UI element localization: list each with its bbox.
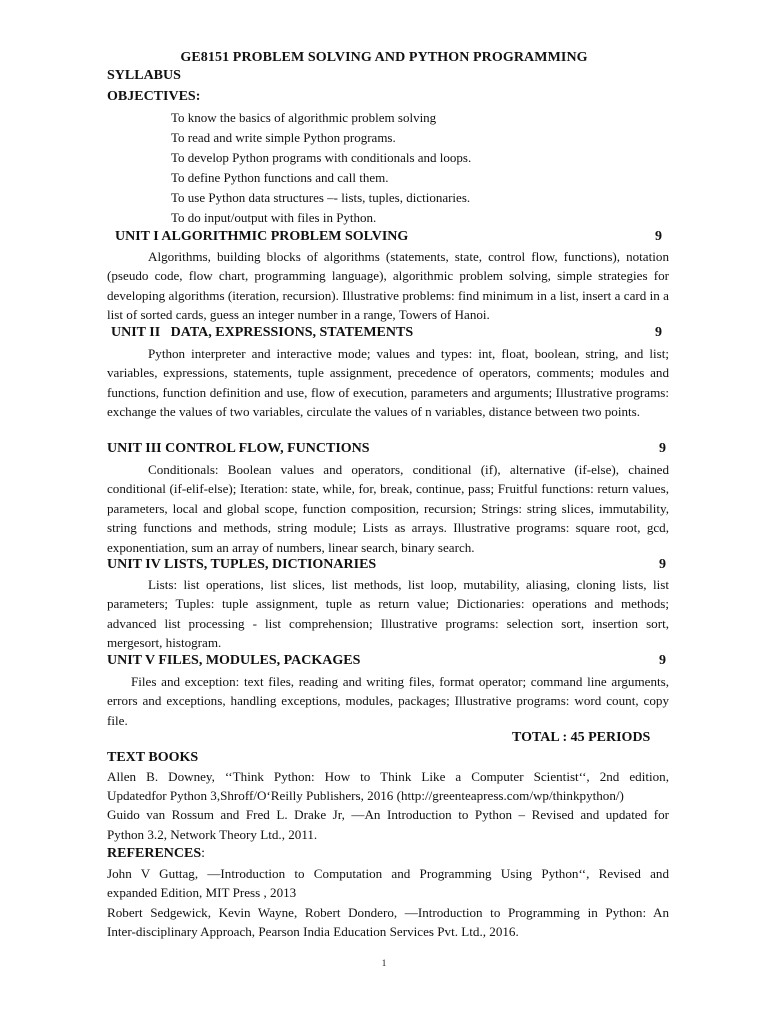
unit-title: UNIT IV LISTS, TUPLES, DICTIONARIES (107, 557, 377, 572)
unit-content-text: Python interpreter and interactive mode; values and types: int, float, boolean, string, and list; variables, expressions, statements, tuple assignment, precedence of operators, comments; modules and functions, function definition and use, flow of execution, parameters and arguments; Illustrative programs: exchange the values of two variables, circulate the values of n variables, distance between two points. (107, 346, 669, 420)
syllabus-heading: SYLLABUS (107, 68, 181, 83)
unit-content (107, 460, 669, 557)
unit-hours: 9 (659, 557, 666, 572)
text-book-line: Guido van Rossum and Fred L. Drake Jr, —An Introduction to Python – Revised and updated for (107, 807, 669, 822)
reference-line: expanded Edition, MIT Press , 2013 (107, 885, 297, 900)
unit-title: UNIT I ALGORITHMIC PROBLEM SOLVING (115, 229, 409, 244)
unit-hours: 9 (655, 325, 662, 340)
references-heading (107, 846, 205, 862)
text-book-line: Python 3.2, Network Theory Ltd., 2011. (107, 827, 318, 842)
objective-item: To do input/output with files in Python. (171, 210, 377, 225)
unit-title: UNIT III CONTROL FLOW, FUNCTIONS (107, 441, 370, 456)
unit-title: UNIT II DATA, EXPRESSIONS, STATEMENTS (111, 325, 414, 340)
objective-item: To develop Python programs with conditionals and loops. (171, 150, 472, 165)
objectives-heading: OBJECTIVES: (107, 89, 201, 104)
unit-title: UNIT V FILES, MODULES, PACKAGES (107, 653, 361, 668)
text-book-line: Updatedfor Python 3,Shroff/O‘Reilly Publishers, 2016 (http://greenteapress.com/wp/thinkpython/) (107, 788, 624, 803)
references-colon: : (201, 846, 206, 861)
text-books-heading: TEXT BOOKS (107, 750, 199, 765)
reference-line: Inter-disciplinary Approach, Pearson India Education Services Pvt. Ltd., 2016. (107, 924, 519, 939)
unit-content-text: Conditionals: Boolean values and operators, conditional (if), alternative (if-else), chained conditional (if-elif-else); Iteration: state, while, for, break, continue, pass; Fruitful functions: return values, parameters, local and global scope, function composition, recursion; Strings: string slices, immutability, string functions and methods, string module; Lists as arrays. Illustrative programs: square root, gcd, exponentiation, sum an array of numbers, linear search, binary search. (107, 462, 669, 555)
unit-content (107, 344, 669, 422)
unit-content-text: Files and exception: text files, reading and writing files, format operator; command line arguments, errors and exceptions, handling exceptions, modules, packages; Illustrative programs: word count, copy file. (107, 674, 669, 728)
unit-content (107, 247, 669, 325)
page-number: 1 (381, 958, 387, 968)
unit-content-text: Algorithms, building blocks of algorithms (statements, state, control flow, functions), notation (pseudo code, flow chart, programming language), algorithmic problem solving, simple strategies for developing algorithms (iteration, recursion). Illustrative problems: find minimum in a list, insert a card in a list of sorted cards, guess an integer number in a range, Towers of Hanoi. (107, 249, 669, 323)
reference-line: John V Guttag, —Introduction to Computation and Programming Using Python‘‘, Revised and (107, 866, 669, 881)
unit-hours: 9 (659, 441, 666, 456)
unit-content-text: Lists: list operations, list slices, list methods, list loop, mutability, aliasing, cloning lists, list parameters; Tuples: tuple assignment, tuple as return value; Dictionaries: operations and methods; advanced list processing - list comprehension; Illustrative programs: selection sort, insertion sort, mergesort, histogram. (107, 577, 669, 651)
objective-item: To know the basics of algorithmic problem solving (171, 110, 437, 125)
unit-hours: 9 (659, 653, 666, 668)
text-book-line: Allen B. Downey, ‘‘Think Python: How to Think Like a Computer Scientist‘‘, 2nd edition, (107, 769, 669, 784)
objective-item: To define Python functions and call them. (171, 170, 389, 185)
total-periods: TOTAL : 45 PERIODS (512, 730, 651, 745)
document-title: GE8151 PROBLEM SOLVING AND PYTHON PROGRAMMING (180, 50, 588, 65)
objective-item: To read and write simple Python programs. (171, 130, 396, 145)
unit-content (107, 575, 669, 653)
objective-item: To use Python data structures –- lists, tuples, dictionaries. (171, 190, 471, 205)
unit-hours: 9 (655, 229, 662, 244)
reference-line: Robert Sedgewick, Kevin Wayne, Robert Dondero, —Introduction to Programming in Python: An (107, 905, 669, 920)
references-label: REFERENCES (107, 846, 202, 861)
unit-content (107, 672, 669, 730)
